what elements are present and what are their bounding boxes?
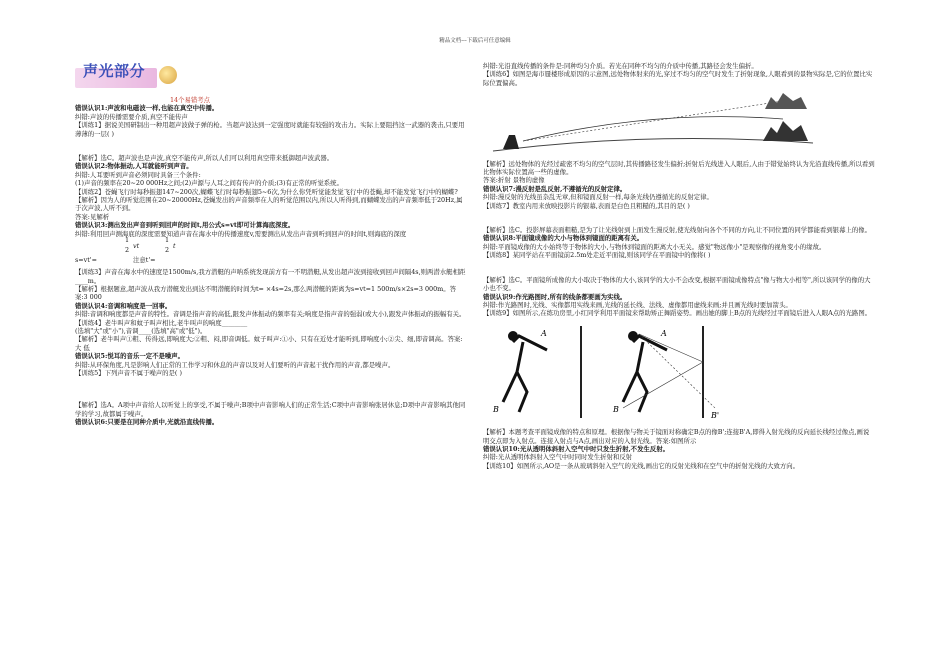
body-text: 答案:见解析 [75, 212, 110, 221]
dancer-left [503, 336, 547, 412]
light-curve [523, 117, 783, 141]
body-text: (选填"大"或"小"),音调____(选填"高"或"低")。 [75, 326, 207, 335]
body-text: 纠错:音调和响度都是声音的特性。音调是指声音的高低,跟发声体振动的频率有关;响度是指声音的强弱(或大小),跟发声体振动的振幅有关。 [75, 310, 466, 319]
body-text: 纠错:光从透明体斜射入空气中时同时发生折射和反射 [483, 453, 633, 462]
ray-mirror-to-a [639, 334, 703, 362]
body-text: 纠错:利用回声测海底的深度需要知道声音在海水中的传播速度v,需要测出从发出声音到听到回声的时间t,则海底的深度 [75, 229, 407, 238]
label-a-left: A [541, 328, 547, 338]
body-text: 【解析】选C。投影屏幕表面粗糙,是为了让光线射到上面发生漫反射,使光线射向各个不同的方向,让不同位置的同学都能看到银幕上的像。 [483, 226, 872, 235]
body-text: 纠错:从环保角度,凡是影响人们正常的工作学习和休息的声音以及对人们要听的声音起干扰作用的声音,都是噪声。 [75, 360, 395, 369]
error-heading: 错误认识1:声波和电磁波一样,也能在真空中传播。 [75, 104, 219, 113]
error-heading: 错误认识7:漫反射是乱反射,不遵循光的反射定律。 [483, 184, 627, 193]
dancer-right-head [628, 331, 638, 341]
body-text: 【解析】本题考查平面镜成像的特点和原理。根据像与物关于镜面对称确定B点的像B';连接B'A,即得入射光线的反向延长线经过像点,画说明交点即为入射点。连接入射点与A点,画出对应的入射光线。答案:如图所示 [483, 428, 870, 445]
body-text: 【训练8】某同学站在平面镜前2.5m处走近平面镜,则该同学在平面镜中的像将( ) [483, 251, 711, 260]
body-text: 纠错:漫反射的光线虽杂乱无章,但和镜面反射一样,每条光线仍遵循光的反射定律。 [483, 193, 713, 202]
body-text: 【解析】因为人的听觉范围在20~20000Hz,苍蝇发出的声音频率在人的听觉范围以内,所以人听得到,而蝴蝶发出的声音频率低于20Hz,属于次声波,人听不到。 [75, 196, 463, 213]
mirage-figure [483, 91, 823, 153]
observer-shape [503, 135, 519, 149]
spacer [75, 377, 467, 401]
body-text: 【训练9】如图所示,在练功房里,小红同学利用平面镜来帮助矫正舞蹈姿势。画出她的脚上B点的光线经过平面镜后进入人眼A点的光路图。 [483, 309, 872, 318]
error-heading: 错误认识6:只要是在同种介质中,光就沿直线传播。 [75, 418, 219, 427]
body-text: 【训练10】如图所示,AO是一条从玻璃斜射入空气的光线,画出它的反射光线和在空气中的折射光线的大致方向。 [483, 461, 800, 470]
spacer [483, 260, 875, 276]
body-text: 【训练6】如图是海市蜃楼形成原因的示意图,远处物体射来的光,穿过不均匀的空气时发生了折射现象,人眼看到的景物实际是,它的位置比实际位置偏高。 [483, 70, 873, 87]
body-text: 纠错:平面镜成像的大小始终等于物体的大小,与物体到镜面的距离大小无关。感觉"物远像小"是观察像的视角变小的缘故。 [483, 242, 826, 251]
body-text: 纠错:光沿直线传播的条件是:同种均匀介质。若光在同种不均匀的介质中传播,其路径会发生偏折。 [483, 62, 758, 70]
body-text: 【解析】远处物体的光经过疏密不均匀的空气层时,其传播路径发生偏折;折射后光线进入人眼后,人由于错觉始终认为光沿直线传播,所以看到比物体实际位置高一些的虚像。 [483, 159, 875, 177]
page-header: 精品文档---下载后可任意编辑 [439, 38, 511, 44]
left-column [75, 62, 467, 427]
body-text: 【训练4】老牛叫声和蚊子叫声相比,老牛叫声的响度________ [75, 318, 248, 327]
dancer-figure-wrap [483, 322, 875, 424]
body-text: 【解析】选C。超声波也是声波,真空不能传声,所以人们可以利用真空带来抵御超声波武器。 [75, 154, 334, 163]
dancer-left-head [508, 331, 518, 341]
section-banner [75, 62, 195, 92]
mirage-figure-wrap [483, 91, 875, 155]
depth-formula: 1 2 vt 1 2 t s=vt'= 注意t'= [75, 236, 176, 265]
label-b-right: B [613, 404, 619, 414]
error-heading: 错误认识4:音调和响度是一回事。 [75, 301, 172, 310]
body-text: 【解析】选C。平面镜所成像的大小取决于物体的大小,该同学的大小不会改变,根据平面镜成像特点"像与物大小相等",所以该同学的像的大小也不变。 [483, 275, 871, 293]
body-text: 【训练7】教室内用来放映投影片的银幕,表面是白色且粗糙的,其目的是( ) [483, 201, 690, 210]
error-heading: 错误认识9:作光路图时,所有的线条都要画为实线。 [483, 292, 627, 301]
spacer [483, 210, 875, 226]
error-heading: 错误认识5:悦耳的音乐一定不是噪声。 [75, 352, 185, 361]
error-heading: 错误认识8:平面镜成像的大小与物体到镜面的距离有关。 [483, 234, 644, 243]
body-text: 【解析】根据题意,超声波从我方潜艇发出到达不明潜艇的时间为t= ×4s=2s,那么两潜艇的距离为s=vt=1 500m/s×2s=3 000m。答案:3 000 [75, 284, 457, 302]
sight-line [523, 101, 783, 141]
mirage-image [765, 93, 807, 109]
body-text: 纠错:人耳要听到声音必须同时具备三个条件: [75, 170, 201, 179]
dancer-figure [483, 322, 723, 422]
error-heading: 错误认识10:光从透明体斜射入空气中时只发生折射,不发生反射。 [483, 444, 670, 453]
label-b-image: B' [711, 410, 720, 420]
error-heading: 错误认识2:物体振动,人耳就能听到声音。 [75, 162, 193, 171]
right-column [483, 62, 875, 470]
subtitle: 14个易错考点 [169, 96, 211, 104]
body-text: 【训练3】声音在海水中的速度是1500m/s,我方潜艇的声呐系统发现前方有一不明潜艇,从发出超声波到接收到回声间隔4s,则两潜水艇相距____m。 [75, 268, 466, 285]
body-text: 【训练2】苍蝇飞行时每秒振翅147~200次,蝴蝶飞行时每秒振翅5~6次,为什么你凭听觉能发觉飞行中的苍蝇,却不能发觉飞行中的蝴蝶? [75, 187, 458, 196]
body-text: 纠错:声波的传播需要介质,真空不能传声 [75, 112, 188, 121]
body-text: (1)声音的频率在20~20 000Hz之间;(2)声源与人耳之间有传声的介质;(3)有正常的听觉系统。 [75, 179, 343, 188]
banner-decoration-icon [159, 66, 177, 84]
body-text: 纠错:作光路图时,光线、实像都用实线来画,光线的延长线、法线、虚像都用虚线来画;并且画光线时要加箭头。 [483, 300, 792, 309]
spacer [75, 138, 467, 154]
banner-title: 声光部分 [83, 62, 146, 80]
label-a-right: A [661, 328, 667, 338]
body-text: 【训练5】下列声音不属于噪声的是( ) [75, 368, 182, 377]
dancer-right [623, 336, 667, 412]
body-text: 【训练1】据说美国研制出一种用超声波做子弹的枪。当超声波达到一定强度时就能有较强的攻击力。实际上要阻挡这一武器的袭击,只要用薄薄的一层( ) [75, 121, 465, 138]
body-text: 【解析】老牛叫声①粗、传得远,即响度大;②粗、闷,即音调低。蚊子叫声:①小、只有在近处才能听到,即响度小;②尖、细,即音调高。答案:大 低 [75, 335, 463, 352]
body-text: 【解析】选A。A项中声音给人以听觉上的享受,不属于噪声;B项中声音影响人们的正常生活;C项中声音影响张居休息;D项中声音影响其他同学的学习,故都属于噪声。 [75, 401, 466, 418]
error-heading: 错误认识3:测出发出声音到听到回声的时间t,用公式s=vt即可计算海底深度。 [75, 221, 295, 230]
distant-scene [763, 121, 808, 141]
body-text: 答案:折射 景物的虚像 [483, 176, 545, 185]
label-b-left: B [493, 404, 499, 414]
